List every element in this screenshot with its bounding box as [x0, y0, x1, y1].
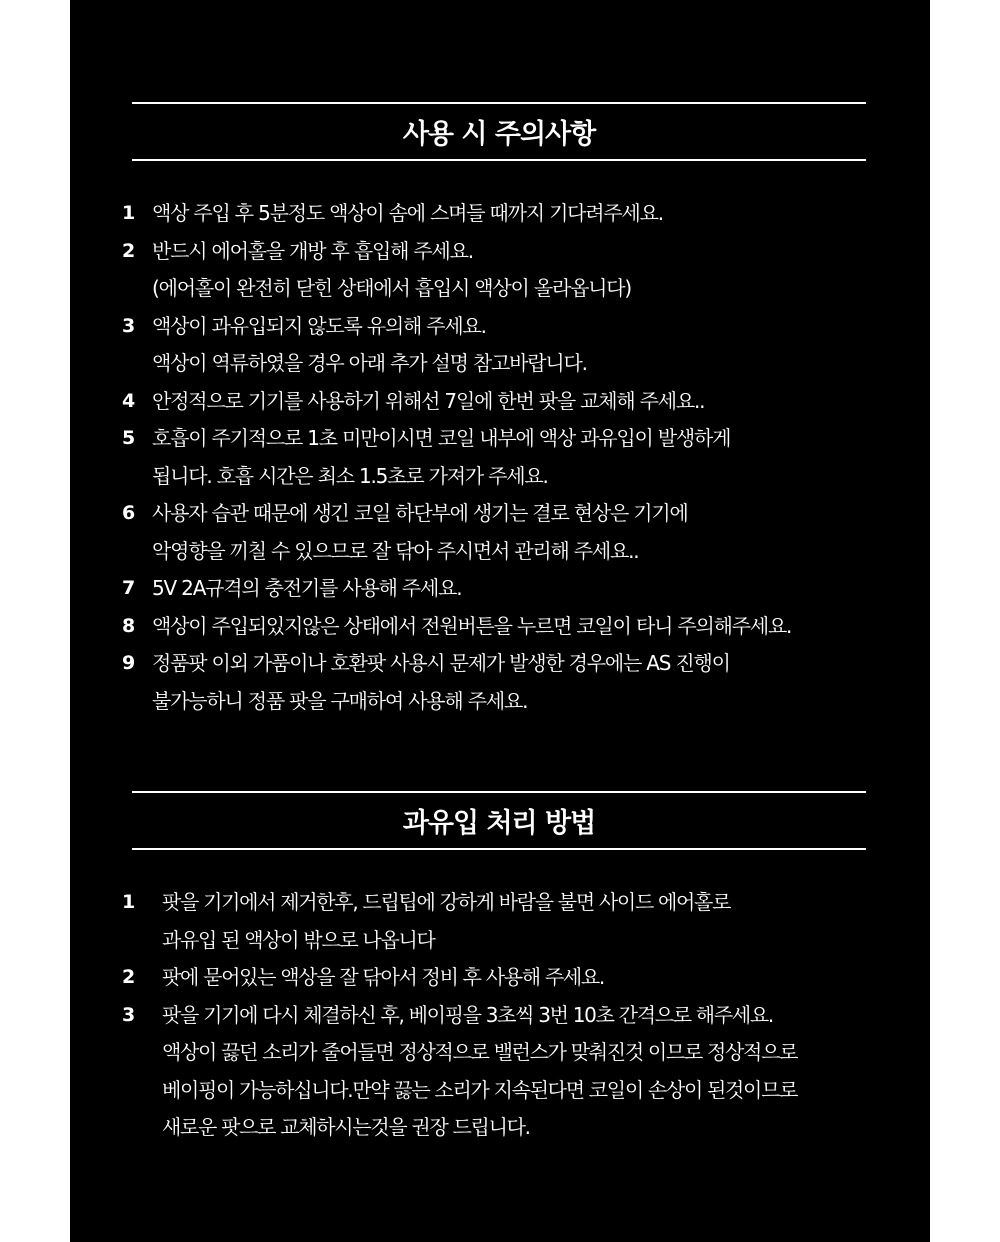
item-text: 팟을 기기에 다시 체결하신 후, 베이핑을 3초씩 3번 10초 간격으로 해주세요. — [162, 1002, 773, 1027]
item-text: 새로운 팟으로 교체하시는것을 권장 드립니다. — [162, 1115, 530, 1139]
item-number: 4 — [122, 389, 136, 412]
overflow-item — [122, 959, 902, 997]
item-text: 안정적으로 기기를 사용하기 위해선 7일에 한번 팟을 교체해 주세요.. — [152, 388, 705, 413]
overflow-list — [122, 884, 902, 1147]
item-number: 7 — [122, 577, 136, 599]
overflow-item — [122, 997, 902, 1147]
item-text: 팟에 묻어있는 액상을 잘 닦아서 정비 후 사용해 주세요. — [162, 965, 604, 989]
item-number: 2 — [122, 966, 136, 988]
caution-title-bar — [132, 102, 866, 161]
item-number: 3 — [122, 314, 136, 337]
content-panel — [70, 0, 930, 1242]
item-number: 1 — [122, 202, 136, 224]
caution-item — [122, 645, 902, 720]
item-text: 과유입 된 액상이 밖으로 나옵니다 — [162, 927, 435, 952]
item-text: 베이핑이 가능하십니다.만약 끓는 소리가 지속된다면 코일이 손상이 된것이므로 — [162, 1077, 798, 1102]
overflow-section — [122, 791, 866, 1139]
item-number: 5 — [122, 427, 136, 449]
caution-item — [122, 570, 902, 608]
item-text: 액상이 주입되있지않은 상태에서 전원버튼을 누르면 코일이 타니 주의해주세요. — [152, 613, 792, 638]
caution-list — [122, 195, 902, 720]
item-text: 액상 주입 후 5분정도 액상이 솜에 스며들 때까지 기다려주세요. — [152, 201, 663, 225]
item-number: 9 — [122, 652, 136, 674]
caution-title: 사용 시 주의사항 — [402, 119, 596, 150]
caution-section — [122, 102, 866, 713]
item-text: 정품팟 이외 가품이나 호환팟 사용시 문제가 발생한 경우에는 AS 진행이 — [152, 651, 730, 675]
item-text: 팟을 기기에서 제거한후, 드립팁에 강하게 바람을 불면 사이드 에어홀로 — [162, 890, 731, 914]
item-text: 됩니다. 호흡 시간은 최소 1.5초로 가져가 주세요. — [152, 463, 548, 488]
item-number: 1 — [122, 891, 136, 913]
item-text: 액상이 역류하였을 경우 아래 추가 설명 참고바랍니다. — [152, 351, 587, 375]
item-text: 불가능하니 정품 팟을 구매하여 사용해 주세요. — [152, 688, 528, 713]
item-text: 액상이 과유입되지 않도록 유의해 주세요. — [152, 313, 486, 338]
item-text: (에어홀이 완전히 닫힌 상태에서 흡입시 액상이 올라옵니다) — [152, 276, 632, 300]
caution-item — [122, 383, 902, 421]
item-text: 액상이 끓던 소리가 줄어들면 정상적으로 밸런스가 맞춰진것 이므로 정상적으로 — [162, 1040, 798, 1064]
item-number: 8 — [122, 614, 136, 637]
caution-item — [122, 233, 902, 308]
caution-item — [122, 195, 902, 233]
item-number: 3 — [122, 1003, 136, 1026]
caution-item — [122, 495, 902, 570]
caution-item — [122, 420, 902, 495]
overflow-item — [122, 884, 902, 959]
item-text: 반드시 에어홀을 개방 후 흡입해 주세요. — [152, 238, 473, 263]
item-text: 사용자 습관 때문에 생긴 코일 하단부에 생기는 결로 현상은 기기에 — [152, 501, 688, 525]
caution-item — [122, 608, 902, 646]
caution-item — [122, 308, 902, 383]
overflow-title: 과유입 처리 방법 — [402, 808, 596, 839]
item-text: 5V 2A규격의 충전기를 사용해 주세요. — [152, 576, 462, 600]
item-text: 호흡이 주기적으로 1초 미만이시면 코일 내부에 액상 과유입이 발생하게 — [152, 426, 731, 450]
overflow-title-bar — [132, 791, 866, 850]
item-number: 6 — [122, 502, 136, 524]
item-number: 2 — [122, 239, 136, 262]
item-text: 악영향을 끼칠 수 있으므로 잘 닦아 주시면서 관리해 주세요.. — [152, 538, 639, 563]
